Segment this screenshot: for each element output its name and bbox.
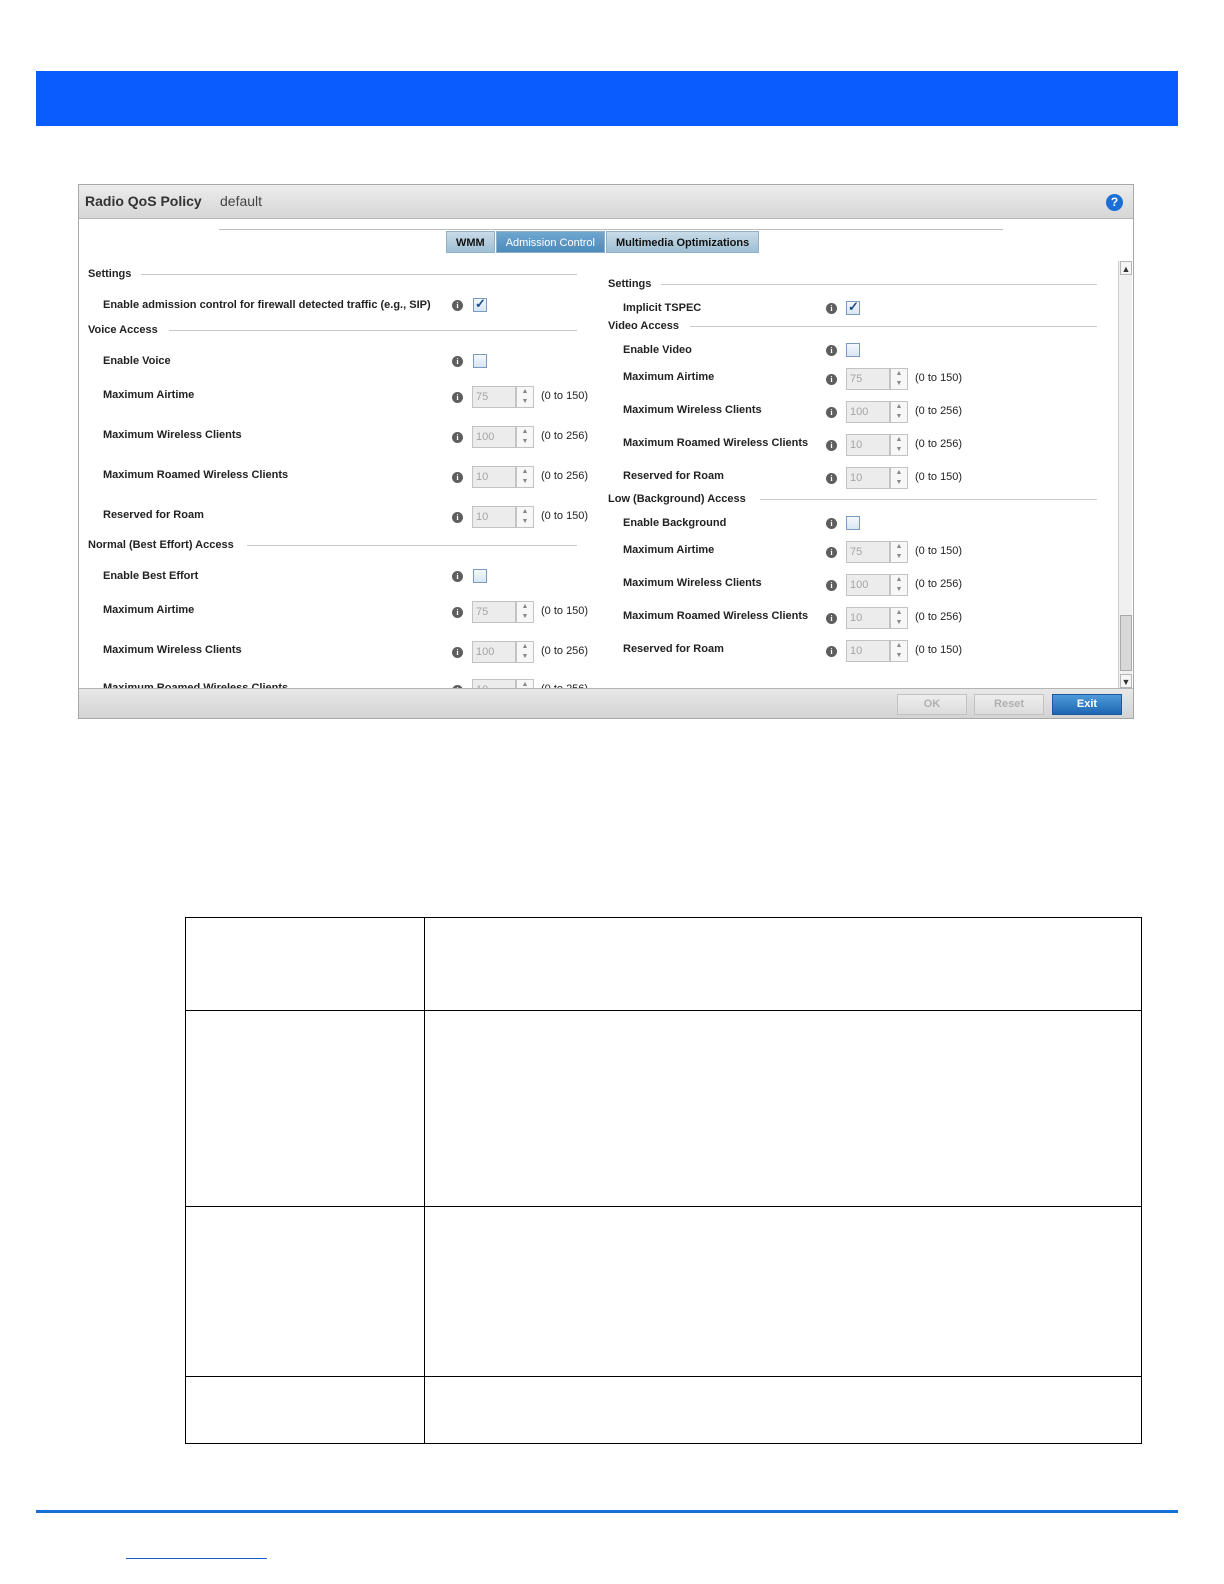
background-max-airtime-label: Maximum Airtime (623, 544, 715, 556)
table-row (186, 1377, 1142, 1444)
info-icon[interactable]: i (452, 472, 463, 483)
table-cell (186, 918, 425, 1011)
table-cell (186, 1377, 425, 1444)
background-max-roamed-spinner[interactable] (846, 607, 908, 629)
enable-video-checkbox[interactable] (846, 343, 860, 357)
help-icon[interactable]: ? (1106, 194, 1123, 211)
implicit-tspec-label: Implicit TSPEC (623, 302, 702, 314)
range-hint: (0 to 150) (915, 372, 963, 384)
best-effort-max-airtime-spinner[interactable] (472, 601, 534, 623)
description-table (185, 917, 1142, 1444)
firewall-admission-checkbox[interactable] (473, 298, 487, 312)
spin-up-icon[interactable]: ▲ (895, 642, 903, 649)
spin-down-icon[interactable]: ▼ (895, 652, 903, 659)
spin-down-icon[interactable]: ▼ (895, 586, 903, 593)
vertical-scrollbar[interactable] (1118, 261, 1132, 688)
info-icon[interactable]: i (826, 440, 837, 451)
range-hint: (0 to 150) (915, 545, 963, 557)
spin-up-icon[interactable]: ▲ (521, 508, 529, 515)
spin-up-icon[interactable]: ▲ (895, 469, 903, 476)
info-icon[interactable]: i (452, 512, 463, 523)
spin-down-icon[interactable]: ▼ (895, 413, 903, 420)
spin-down-icon[interactable]: ▼ (521, 653, 529, 660)
spin-up-icon[interactable]: ▲ (895, 436, 903, 443)
spinner-buttons (890, 541, 908, 563)
spinner-buttons (890, 467, 908, 489)
spinner-buttons (890, 640, 908, 662)
info-icon[interactable]: i (826, 345, 837, 356)
range-hint: (0 to 256) (915, 578, 963, 590)
spinner-buttons (890, 401, 908, 423)
voice-max-clients-label: Maximum Wireless Clients (103, 429, 242, 441)
table-cell (186, 1207, 425, 1377)
table-cell (425, 918, 1142, 1011)
spin-up-icon[interactable]: ▲ (895, 370, 903, 377)
spin-up-icon[interactable]: ▲ (521, 428, 529, 435)
tab-divider (219, 229, 1003, 230)
best-effort-access-heading: Normal (Best Effort) Access (88, 539, 234, 551)
spin-up-icon[interactable]: ▲ (895, 576, 903, 583)
radio-qos-policy-dialog (78, 184, 1134, 719)
spinner-buttons (890, 574, 908, 596)
background-reserved-roam-label: Reserved for Roam (623, 643, 724, 655)
voice-max-airtime-spinner[interactable] (472, 386, 534, 408)
voice-reserved-roam-label: Reserved for Roam (103, 509, 204, 521)
info-icon[interactable]: i (452, 392, 463, 403)
background-max-airtime-spinner[interactable] (846, 541, 908, 563)
enable-background-label: Enable Background (623, 517, 727, 529)
background-reserved-roam-spinner[interactable] (846, 640, 908, 662)
best-effort-max-clients-label: Maximum Wireless Clients (103, 644, 242, 656)
range-hint: (0 to 256) (915, 611, 963, 623)
video-max-airtime-label: Maximum Airtime (623, 371, 715, 383)
range-hint: (0 to 150) (541, 605, 589, 617)
spin-up-icon[interactable]: ▲ (895, 609, 903, 616)
range-hint: (0 to 150) (541, 390, 589, 402)
left-settings-heading: Settings (88, 268, 132, 280)
admission-control-panel (79, 261, 1119, 688)
scroll-up-icon[interactable]: ▲ (1120, 261, 1132, 275)
spinner-buttons (890, 368, 908, 390)
section-divider (247, 545, 577, 546)
spinner-value: 100 (472, 641, 516, 663)
spinner-value: 100 (846, 401, 890, 423)
video-max-roamed-label: Maximum Roamed Wireless Clients (623, 437, 809, 449)
spinner-buttons (516, 506, 534, 528)
policy-name: default (220, 193, 263, 209)
spin-down-icon[interactable]: ▼ (895, 619, 903, 626)
reset-button[interactable]: Reset (974, 694, 1044, 715)
enable-voice-label: Enable Voice (103, 355, 171, 367)
spinner-buttons (516, 426, 534, 448)
scroll-down-icon[interactable]: ▼ (1120, 674, 1132, 688)
range-hint: (0 to 256) (915, 405, 963, 417)
spinner-value: 75 (472, 601, 516, 623)
section-divider (141, 274, 577, 275)
spin-down-icon[interactable]: ▼ (895, 446, 903, 453)
spinner-buttons (890, 434, 908, 456)
spin-up-icon[interactable]: ▲ (895, 543, 903, 550)
video-max-clients-spinner[interactable] (846, 401, 908, 423)
enable-background-checkbox[interactable] (846, 516, 860, 530)
section-divider (760, 499, 1097, 500)
voice-max-roamed-spinner[interactable] (472, 466, 534, 488)
best-effort-max-clients-spinner[interactable] (472, 641, 534, 663)
table-row (186, 918, 1142, 1011)
dialog-header (79, 185, 1133, 219)
spin-down-icon[interactable]: ▼ (521, 478, 529, 485)
table-cell (425, 1011, 1142, 1207)
tab-admission-control[interactable]: Admission Control (496, 231, 605, 253)
voice-max-roamed-label: Maximum Roamed Wireless Clients (103, 469, 289, 481)
spinner-value: 10 (846, 640, 890, 662)
spinner-value: 100 (846, 574, 890, 596)
info-icon[interactable]: i (452, 300, 463, 311)
spin-up-icon[interactable]: ▲ (521, 643, 529, 650)
info-icon[interactable]: i (826, 518, 837, 529)
voice-access-heading: Voice Access (88, 324, 158, 336)
scroll-thumb[interactable] (1120, 615, 1132, 671)
spinner-buttons (516, 386, 534, 408)
info-icon[interactable]: i (452, 571, 463, 582)
video-access-heading: Video Access (608, 320, 679, 332)
enable-best-effort-label: Enable Best Effort (103, 570, 199, 582)
info-icon[interactable]: i (826, 613, 837, 624)
video-max-airtime-spinner[interactable] (846, 368, 908, 390)
enable-video-label: Enable Video (623, 344, 692, 356)
info-icon[interactable]: i (452, 647, 463, 658)
firewall-admission-label: Enable admission control for firewall detected traffic (e.g., SIP) (103, 299, 431, 311)
range-hint: (0 to 150) (541, 510, 589, 522)
spin-up-icon[interactable]: ▲ (895, 403, 903, 410)
spinner-value: 10 (472, 506, 516, 528)
dialog-footer (79, 688, 1133, 718)
ok-button[interactable]: OK (897, 694, 967, 715)
tab-wmm[interactable]: WMM (446, 231, 495, 253)
video-reserved-roam-spinner[interactable] (846, 467, 908, 489)
range-hint: (0 to 256) (541, 645, 589, 657)
info-icon[interactable]: i (826, 646, 837, 657)
info-icon[interactable]: i (826, 580, 837, 591)
table-row (186, 1207, 1142, 1377)
video-max-clients-label: Maximum Wireless Clients (623, 404, 762, 416)
spin-up-icon[interactable]: ▲ (521, 388, 529, 395)
info-icon[interactable]: i (452, 607, 463, 618)
voice-max-clients-spinner[interactable] (472, 426, 534, 448)
spin-up-icon[interactable]: ▲ (521, 603, 529, 610)
spinner-buttons (516, 601, 534, 623)
right-settings-heading: Settings (608, 278, 652, 290)
spinner-value: 10 (472, 466, 516, 488)
enable-voice-checkbox[interactable] (473, 354, 487, 368)
tab-multimedia-optimizations[interactable]: Multimedia Optimizations (606, 231, 759, 253)
spin-down-icon[interactable]: ▼ (521, 613, 529, 620)
enable-best-effort-checkbox[interactable] (473, 569, 487, 583)
table-cell (186, 1011, 425, 1207)
info-icon[interactable]: i (826, 303, 837, 314)
spin-up-icon[interactable]: ▲ (521, 681, 529, 688)
range-hint: (0 to 256) (915, 438, 963, 450)
background-max-clients-spinner[interactable] (846, 574, 908, 596)
spin-down-icon[interactable]: ▼ (521, 438, 529, 445)
background-max-clients-label: Maximum Wireless Clients (623, 577, 762, 589)
spinner-value: 10 (846, 434, 890, 456)
spinner-value: 10 (846, 467, 890, 489)
spin-down-icon[interactable]: ▼ (521, 398, 529, 405)
tab-bar (446, 231, 760, 253)
video-max-roamed-spinner[interactable] (846, 434, 908, 456)
spin-up-icon[interactable]: ▲ (521, 468, 529, 475)
voice-reserved-roam-spinner[interactable] (472, 506, 534, 528)
info-icon[interactable]: i (826, 473, 837, 484)
section-divider (169, 330, 577, 331)
table-cell (425, 1377, 1142, 1444)
footer-rule (36, 1510, 1178, 1513)
info-icon[interactable]: i (826, 407, 837, 418)
spinner-buttons (516, 466, 534, 488)
implicit-tspec-checkbox[interactable] (846, 301, 860, 315)
spinner-buttons (516, 641, 534, 663)
spinner-value: 75 (846, 368, 890, 390)
best-effort-max-airtime-label: Maximum Airtime (103, 604, 195, 616)
spin-down-icon[interactable]: ▼ (521, 518, 529, 525)
background-access-heading: Low (Background) Access (608, 493, 746, 505)
table-cell (425, 1207, 1142, 1377)
table-row (186, 1011, 1142, 1207)
spinner-buttons (890, 607, 908, 629)
top-banner (36, 71, 1178, 126)
range-hint: (0 to 150) (915, 644, 963, 656)
voice-max-airtime-label: Maximum Airtime (103, 389, 195, 401)
section-divider (661, 284, 1097, 285)
range-hint: (0 to 150) (915, 471, 963, 483)
video-reserved-roam-label: Reserved for Roam (623, 470, 724, 482)
range-hint: (0 to 256) (541, 430, 589, 442)
spinner-value: 75 (846, 541, 890, 563)
info-icon[interactable]: i (826, 374, 837, 385)
spin-down-icon[interactable]: ▼ (895, 479, 903, 486)
spin-down-icon[interactable]: ▼ (895, 553, 903, 560)
spinner-value: 100 (472, 426, 516, 448)
info-icon[interactable]: i (826, 547, 837, 558)
spinner-value: 75 (472, 386, 516, 408)
page-link-underline[interactable] (126, 1558, 267, 1559)
background-max-roamed-label: Maximum Roamed Wireless Clients (623, 610, 809, 622)
spinner-value: 10 (846, 607, 890, 629)
range-hint: (0 to 256) (541, 470, 589, 482)
dialog-title: Radio QoS Policy (85, 193, 202, 209)
info-icon[interactable]: i (452, 432, 463, 443)
section-divider (690, 326, 1097, 327)
info-icon[interactable]: i (452, 356, 463, 367)
spin-down-icon[interactable]: ▼ (895, 380, 903, 387)
exit-button[interactable]: Exit (1052, 694, 1122, 715)
